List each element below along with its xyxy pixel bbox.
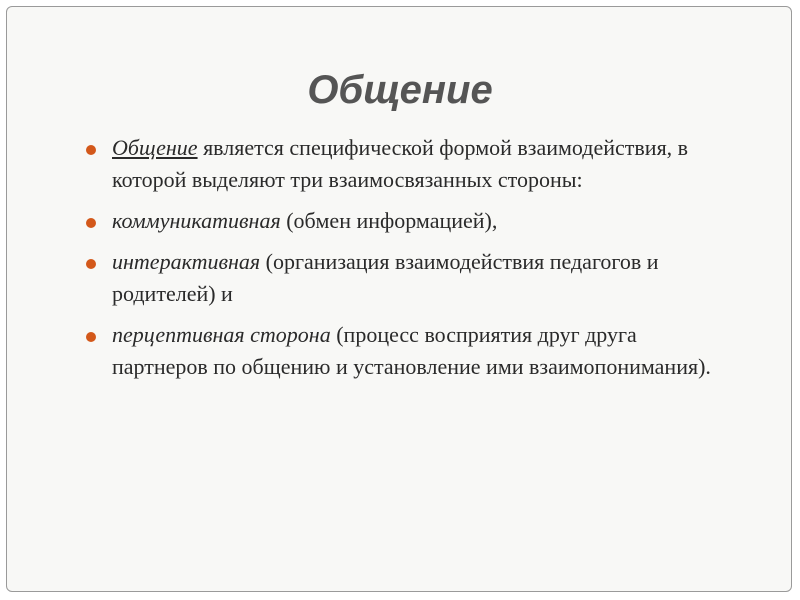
bullet-dot-icon	[86, 218, 96, 228]
bullet-dot-icon	[86, 259, 96, 269]
bullet-dot-icon	[86, 145, 96, 155]
slide-title: Общение	[307, 68, 493, 112]
bullet-term: интерактивная	[112, 249, 261, 274]
bullet-text: (процесс восприятия друг друга партнеров по общению и установление ими взаимопонимания).	[112, 322, 711, 379]
bullet-term: Общение	[112, 135, 198, 160]
bullet-text: (организация взаимодействия педагогов и родителей) и	[112, 249, 659, 306]
bullet-item-communicative	[84, 205, 724, 237]
bullet-item-perceptive	[84, 319, 724, 383]
bullet-dot-icon	[86, 332, 96, 342]
bullet-list	[84, 132, 724, 392]
bullet-item-interactive	[84, 246, 724, 310]
bullet-term: коммуникативная	[112, 208, 281, 233]
bullet-text: (обмен информацией),	[280, 208, 498, 233]
bullet-term: перцептивная сторона	[112, 322, 331, 347]
bullet-item-definition	[84, 132, 724, 196]
bullet-text: является специфической формой взаимодействия, в которой выделяют три взаимосвязанных стороны:	[112, 135, 689, 192]
